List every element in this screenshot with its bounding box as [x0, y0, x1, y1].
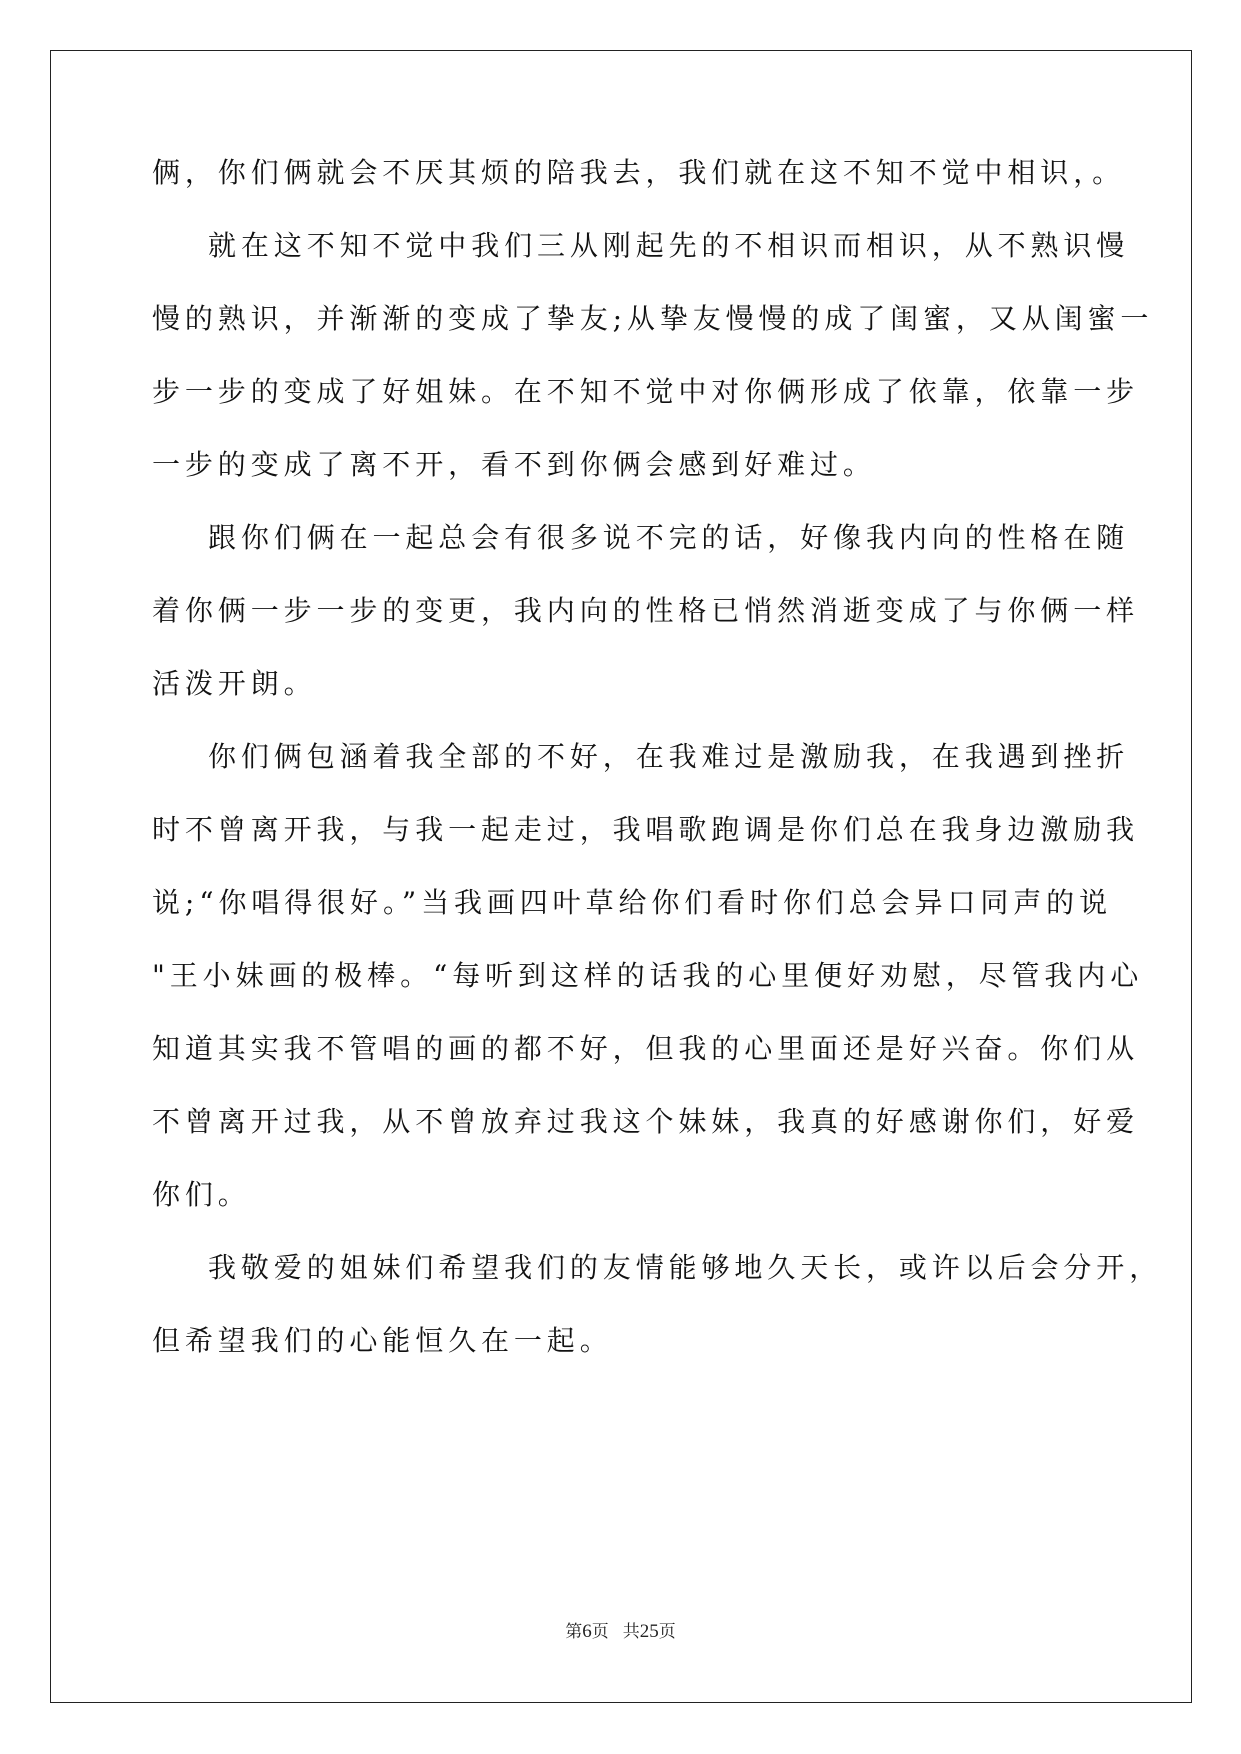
text-line: 时不曾离开我，与我一起走过，我唱歌跑调是你们总在我身边激励我	[152, 813, 1140, 846]
paragraph-first-line: 就在这不知不觉中我们三从刚起先的不相识而相识，从不熟识慢	[208, 229, 1130, 262]
text-line: 说;“你唱得很好。”当我画四叶草给你们看时你们总会异口同声的说	[152, 886, 1112, 919]
page-border	[50, 50, 1192, 1703]
text-line: 但希望我们的心能恒久在一起。	[152, 1324, 613, 1357]
total-pages-suffix: 页	[658, 1622, 676, 1642]
page-number-suffix: 页	[591, 1622, 609, 1642]
text-line: 步一步的变成了好姐妹。在不知不觉中对你俩形成了依靠，依靠一步	[152, 375, 1140, 408]
text-line: 活泼开朗。	[152, 667, 317, 700]
text-line: 你们。	[152, 1178, 251, 1211]
total-pages: 25	[639, 1621, 659, 1642]
page-number: 6	[582, 1621, 592, 1642]
text-line: 一步的变成了离不开，看不到你俩会感到好难过。	[152, 448, 876, 481]
text-line: 知道其实我不管唱的画的都不好，但我的心里面还是好兴奋。你们从	[152, 1032, 1140, 1065]
page-number-prefix: 第	[565, 1622, 583, 1642]
text-line: 慢的熟识，并渐渐的变成了挚友;从挚友慢慢的成了闺蜜，又从闺蜜一	[152, 302, 1154, 335]
text-line: 不曾离开过我，从不曾放弃过我这个妹妹，我真的好感谢你们，好爱	[152, 1105, 1140, 1138]
page-footer	[0, 1622, 1241, 1642]
text-line: 着你俩一步一步的变更，我内向的性格已悄然消逝变成了与你俩一样	[152, 594, 1140, 627]
text-line: "王小妹画的极棒。“每听到这样的话我的心里便好劝慰，尽管我内心	[152, 959, 1144, 992]
paragraph-first-line: 跟你们俩在一起总会有很多说不完的话，好像我内向的性格在随	[208, 521, 1130, 554]
paragraph-first-line: 我敬爱的姐妹们希望我们的友情能够地久天长，或许以后会分开，	[208, 1251, 1163, 1284]
paragraph-first-line: 你们俩包涵着我全部的不好，在我难过是激励我，在我遇到挫折	[208, 740, 1130, 773]
total-pages-prefix: 共	[622, 1622, 640, 1642]
text-line: 俩，你们俩就会不厌其烦的陪我去，我们就在这不知不觉中相识，。	[152, 156, 1126, 189]
